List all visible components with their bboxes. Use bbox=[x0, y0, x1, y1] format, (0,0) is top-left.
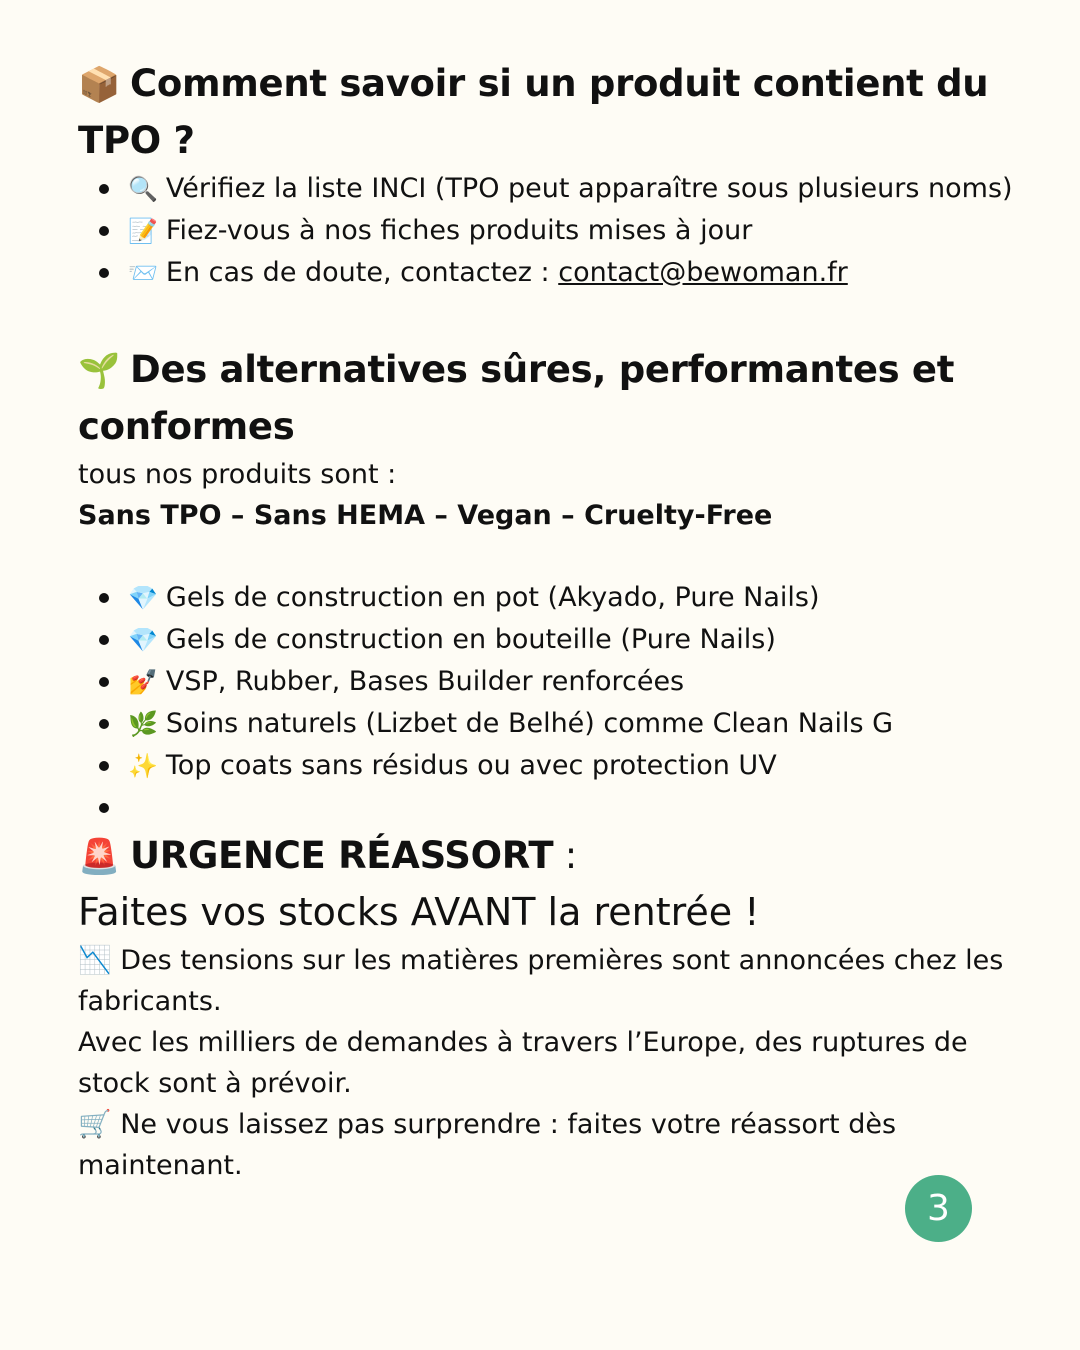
seedling-icon: 🌱 bbox=[78, 351, 121, 391]
tpo-check-list bbox=[78, 168, 1028, 294]
section-alternatives bbox=[78, 342, 1028, 828]
bullet-dot bbox=[99, 593, 109, 603]
envelope-icon: 📨 bbox=[128, 259, 158, 287]
urgence-lead: Faites vos stocks AVANT la rentrée ! bbox=[78, 890, 760, 934]
section-title-alternatives: 🌱 Des alternatives sûres, performantes et conformes bbox=[78, 348, 955, 448]
package-icon: 📦 bbox=[78, 65, 121, 105]
gem-icon: 💎 bbox=[128, 584, 158, 612]
list-item-empty bbox=[78, 787, 1028, 828]
alternatives-list bbox=[78, 577, 1028, 828]
list-item: 🌿 Soins naturels (Lizbet de Belhé) comme Clean Nails G bbox=[78, 703, 1028, 745]
section-title-urgence: 🚨 URGENCE RÉASSORT : bbox=[78, 834, 577, 877]
shopping-cart-icon: 🛒 bbox=[78, 1109, 112, 1140]
urgence-paragraph-1: 📉 Des tensions sur les matières premières sont annoncées chez les fabricants. bbox=[78, 945, 1004, 1017]
bullet-dot bbox=[99, 803, 109, 813]
products-tagline: Sans TPO – Sans HEMA – Vegan – Cruelty-Free bbox=[78, 500, 773, 531]
contact-email-link[interactable]: contact@bewoman.fr bbox=[558, 257, 848, 288]
list-item: 📨 En cas de doute, contactez : contact@bewoman.fr bbox=[78, 252, 1028, 294]
siren-icon: 🚨 bbox=[78, 837, 121, 877]
spacer bbox=[78, 536, 1028, 577]
nail-polish-icon: 💅 bbox=[128, 668, 158, 696]
bullet-dot bbox=[99, 635, 109, 645]
gem-icon: 💎 bbox=[128, 626, 158, 654]
bullet-dot bbox=[99, 677, 109, 687]
page-number-badge: 3 bbox=[905, 1175, 972, 1242]
list-item: 💎 Gels de construction en pot (Akyado, Pure Nails) bbox=[78, 577, 1028, 619]
sparkles-icon: ✨ bbox=[128, 752, 158, 780]
section-tpo-check bbox=[78, 56, 1028, 294]
list-item: 💎 Gels de construction en bouteille (Pure Nails) bbox=[78, 619, 1028, 661]
section-urgence bbox=[78, 828, 1028, 1186]
list-item: ✨ Top coats sans résidus ou avec protection UV bbox=[78, 745, 1028, 787]
list-item: 💅 VSP, Rubber, Bases Builder renforcées bbox=[78, 661, 1028, 703]
list-item: 🔍 Vérifiez la liste INCI (TPO peut apparaître sous plusieurs noms) bbox=[78, 168, 1028, 210]
products-intro: tous nos produits sont : bbox=[78, 459, 397, 490]
chart-decreasing-icon: 📉 bbox=[78, 945, 112, 976]
magnifier-icon: 🔍 bbox=[128, 175, 158, 203]
list-item: 📝 Fiez-vous à nos fiches produits mises à jour bbox=[78, 210, 1028, 252]
urgence-paragraph-3: 🛒 Ne vous laissez pas surprendre : faites votre réassort dès maintenant. bbox=[78, 1109, 897, 1181]
document-page bbox=[78, 56, 1028, 1186]
bullet-dot bbox=[99, 268, 109, 278]
memo-icon: 📝 bbox=[128, 217, 158, 245]
bullet-dot bbox=[99, 184, 109, 194]
section-title-tpo-check: 📦 Comment savoir si un produit contient du TPO ? bbox=[78, 62, 989, 162]
urgence-paragraph-2: Avec les milliers de demandes à travers l’Europe, des ruptures de stock sont à prévoir. bbox=[78, 1027, 968, 1099]
bullet-dot bbox=[99, 719, 109, 729]
herb-icon: 🌿 bbox=[128, 710, 158, 738]
bullet-dot bbox=[99, 761, 109, 771]
bullet-dot bbox=[99, 226, 109, 236]
